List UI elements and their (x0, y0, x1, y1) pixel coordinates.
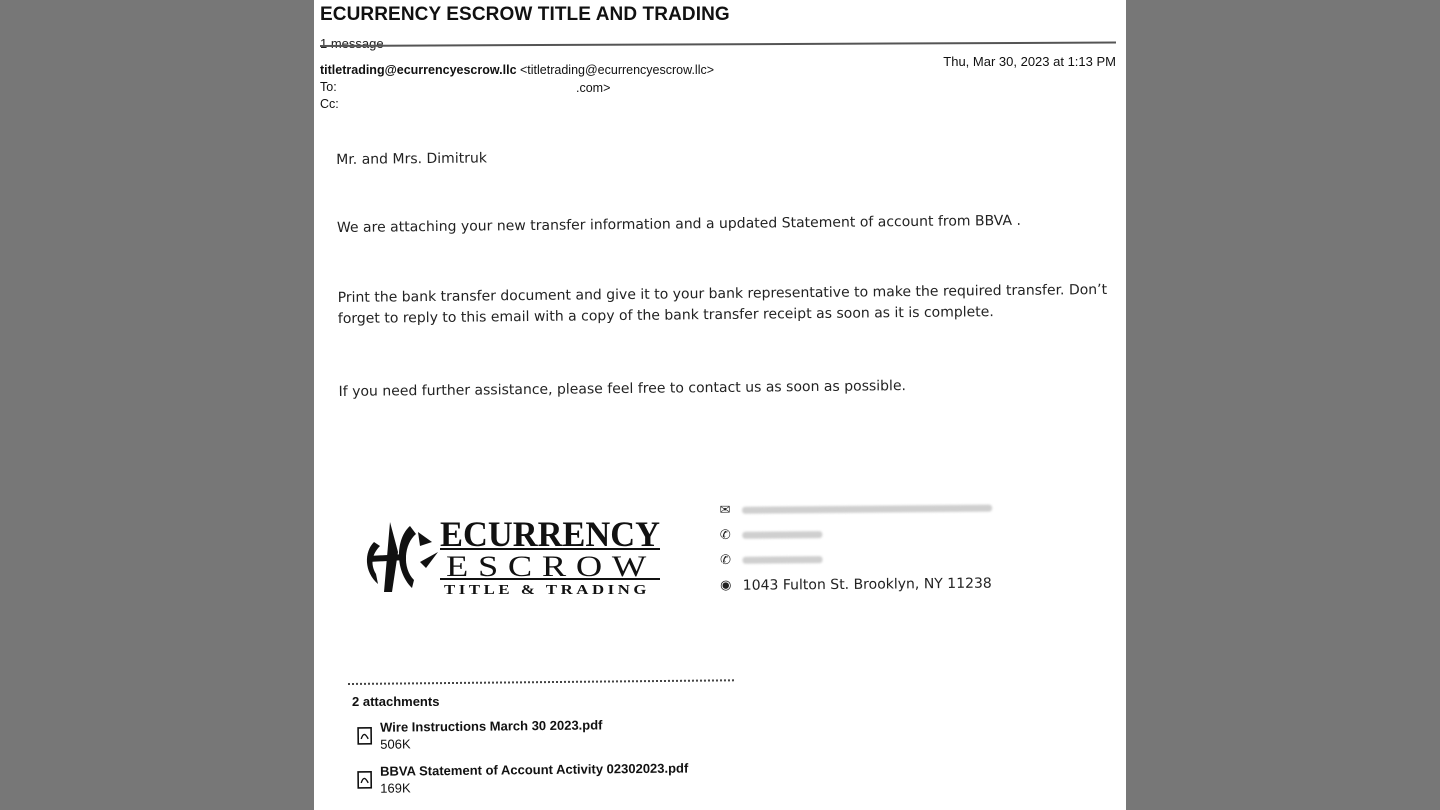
phone-icon: ✆ (720, 552, 732, 568)
ecurrency-escrow-logo (360, 512, 670, 602)
email-body (336, 132, 1116, 400)
pdf-icon (356, 771, 374, 789)
svg-text:ESCROW: ESCROW (446, 550, 656, 583)
greeting: Mr. and Mrs. Dimitruk (336, 150, 487, 168)
address-text: 1043 Fulton St. Brooklyn, NY 11238 (742, 575, 992, 594)
attachment-size: 506K (380, 736, 411, 752)
contact-address (719, 571, 993, 598)
svg-text:ECURRENCY: ECURRENCY (440, 514, 660, 554)
cc-label: Cc: (320, 97, 339, 111)
email-meta (320, 62, 714, 113)
from-full-address: <titletrading@ecurrencyescrow.llc> (520, 63, 715, 77)
location-icon: ◉ (720, 577, 732, 593)
contact-phone-2 (718, 546, 992, 573)
body-paragraph-1: We are attaching your new transfer information and a updated Statement of account from BBVA . (336, 212, 1021, 236)
mail-icon: ✉ (719, 502, 731, 518)
contact-email (718, 496, 992, 523)
email-date: Thu, Mar 30, 2023 at 1:13 PM (943, 54, 1116, 69)
svg-text:TITLE & TRADING: TITLE & TRADING (444, 583, 650, 598)
from-line (320, 62, 714, 79)
attachment-size: 169K (380, 780, 411, 796)
attachment-name[interactable]: Wire Instructions March 30 2023.pdf (379, 717, 603, 735)
attachments-divider (348, 679, 734, 685)
contact-block (718, 496, 993, 598)
attachments-count: 2 attachments (352, 694, 440, 709)
to-value: .com> (576, 81, 611, 95)
message-count: 1 message (320, 36, 384, 51)
cc-line (320, 96, 714, 113)
email-printout-page (314, 0, 1126, 810)
to-label: To: (320, 80, 337, 94)
from-address[interactable]: titletrading@ecurrencyescrow.llc (320, 63, 517, 77)
pdf-icon (356, 727, 374, 745)
body-paragraph-2: Print the bank transfer document and give it to your bank representative to make the required transfer. Don’t forget to reply to this email with a copy of the bank transfer receipt as soon as it is complete. (337, 281, 1108, 327)
phone-icon: ✆ (719, 527, 731, 543)
contact-phone-1 (718, 521, 992, 548)
header-divider (320, 42, 1116, 47)
email-subject: ECURRENCY ESCROW TITLE AND TRADING (320, 4, 730, 25)
to-line (320, 79, 714, 96)
attachment-name[interactable]: BBVA Statement of Account Activity 02302023.pdf (379, 760, 689, 779)
body-paragraph-3: If you need further assistance, please feel free to contact us as soon as possible. (338, 378, 907, 400)
